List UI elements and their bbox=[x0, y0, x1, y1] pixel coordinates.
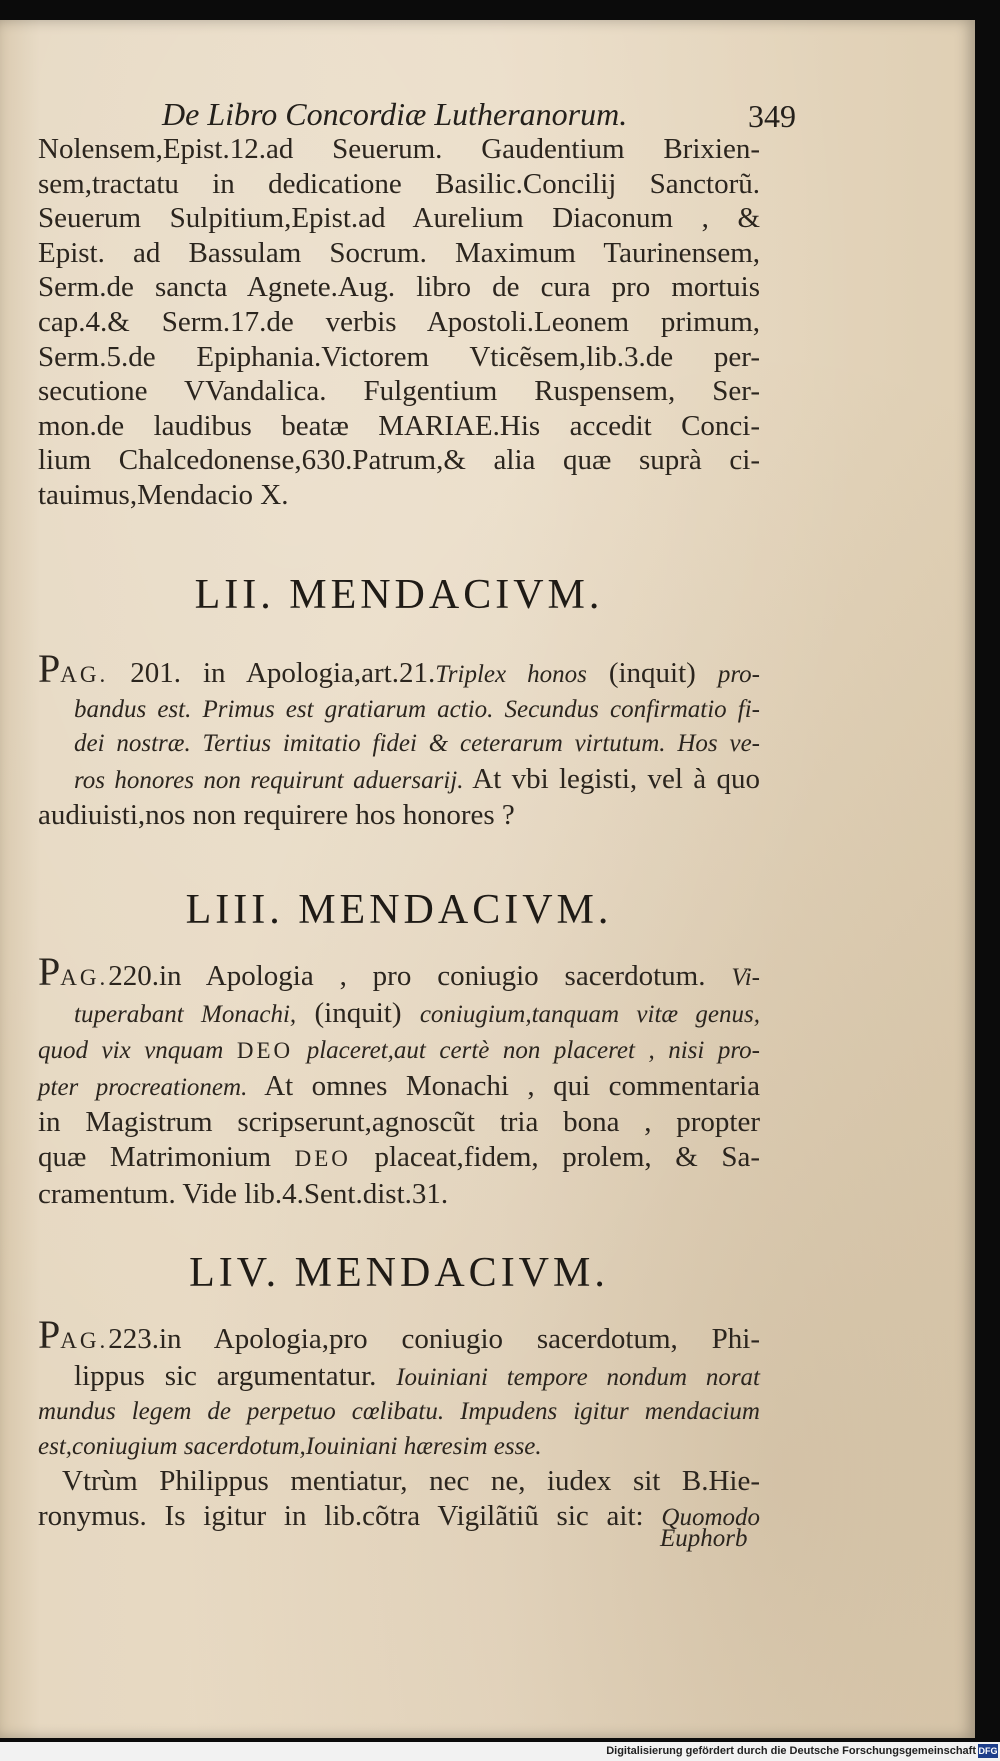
text-line: secutione VVandalica. Fulgentium Ruspensem, Ser- bbox=[38, 375, 760, 408]
drop-cap: P bbox=[38, 1312, 61, 1357]
section-heading-52: LII. MENDACIVM. bbox=[194, 572, 604, 618]
text-line: mon.de laudibus beatæ MARIAE.His accedit Conci- bbox=[38, 409, 760, 442]
text-line: ronymus. Is igitur in lib.cõtra Vigilãtiũ sic ait: Quomodo bbox=[38, 1499, 760, 1532]
text-line: sem,tractatu in dedicatione Basilic.Concilij Sanctorũ. bbox=[38, 167, 760, 200]
text-line: PAG.223.in Apologia,pro coniugio sacerdotum, Phi- bbox=[38, 1312, 760, 1357]
drop-cap: P bbox=[38, 949, 61, 994]
text-line: Serm.5.de Epiphania.Victorem Vticẽsem,lib.3.de per- bbox=[38, 340, 760, 373]
text-line: cramentum. Vide lib.4.Sent.dist.31. bbox=[38, 1177, 449, 1210]
page-number: 349 bbox=[748, 98, 796, 134]
text-line: pter procreationem. At omnes Monachi , qui commentaria bbox=[38, 1069, 760, 1102]
running-head-title: De Libro Concordiæ Lutheranorum. bbox=[162, 96, 628, 132]
text-line: Seuerum Sulpitium,Epist.ad Aurelium Diaconum , & bbox=[38, 202, 760, 235]
paragraph-mendacium-52 bbox=[38, 646, 760, 833]
section-heading-53: LIII. MENDACIVM. bbox=[185, 887, 613, 933]
small-caps: AG. bbox=[60, 1328, 109, 1353]
text-line: dei nostræ. Tertius imitatio fidei & ceterarum virtutum. Hos ve- bbox=[74, 730, 760, 758]
text-line: cap.4.& Serm.17.de verbis Apostoli.Leonem primum, bbox=[38, 305, 760, 338]
funding-notice: Digitalisierung gefördert durch die Deutsche Forschungsgemeinschaft bbox=[606, 1745, 976, 1757]
section-heading-54: LIV. MENDACIVM. bbox=[189, 1250, 609, 1296]
text-line: Serm.de sancta Agnete.Aug. libro de cura pro mortuis bbox=[38, 271, 760, 304]
text-line: bandus est. Primus est gratiarum actio. Secundus confirmatio fi- bbox=[74, 695, 760, 723]
text-line: Epist. ad Bassulam Socrum. Maximum Taurinensem, bbox=[38, 236, 760, 269]
text-line: mundus legem de perpetuo cœlibatu. Impudens igitur mendacium bbox=[38, 1398, 760, 1426]
text-line: audiuisti,nos non requirere hos honores ? bbox=[38, 799, 515, 832]
small-caps: AG. bbox=[60, 662, 109, 687]
text-line: est,coniugium sacerdotum,Iouiniani hæresim esse. bbox=[38, 1432, 542, 1460]
dfg-logo-icon: DFG bbox=[978, 1746, 998, 1756]
text-line: tauimus,Mendacio X. bbox=[38, 478, 289, 511]
text-line: PAG. 201. in Apologia,art.21.Triplex honos (inquit) pro- bbox=[38, 646, 760, 691]
paragraph-mendacium-54 bbox=[38, 1312, 761, 1536]
text-line: quæ Matrimonium DEO placeat,fidem, prolem, & Sa- bbox=[38, 1140, 760, 1173]
text-line: Nolensem,Epist.12.ad Seuerum. Gaudentium Brixien- bbox=[38, 133, 760, 165]
book-page bbox=[0, 20, 975, 1738]
text-line: ros honores non requirunt aduersarij. At vbi legisti, vel à quo bbox=[74, 762, 760, 795]
text-line: in Magistrum scripserunt,agnoscũt tria bona , propter bbox=[38, 1106, 760, 1139]
text-line: lippus sic argumentatur. Iouiniani tempore nondum norat bbox=[74, 1359, 761, 1392]
text-line: PAG.220.in Apologia , pro coniugio sacerdotum. Vi- bbox=[38, 949, 760, 994]
paragraph-mendacium-53 bbox=[38, 949, 760, 1211]
small-caps: AG. bbox=[60, 965, 109, 990]
text-line: quod vix vnquam DEO placeret,aut certè non placeret , nisi pro- bbox=[38, 1037, 760, 1065]
catchword: Euphorb bbox=[660, 1525, 748, 1552]
drop-cap: P bbox=[38, 646, 61, 691]
paragraph-continuation bbox=[38, 132, 760, 513]
text-line: tuperabant Monachi, (inquit) coniugium,tanquam vitæ genus, bbox=[74, 996, 760, 1029]
text-line: lium Chalcedonense,630.Patrum,& alia quæ suprà ci- bbox=[38, 444, 760, 477]
text-line: Vtrùm Philippus mentiatur, nec ne, iudex sit B.Hie- bbox=[62, 1465, 760, 1498]
digitization-footer bbox=[0, 1742, 1000, 1761]
